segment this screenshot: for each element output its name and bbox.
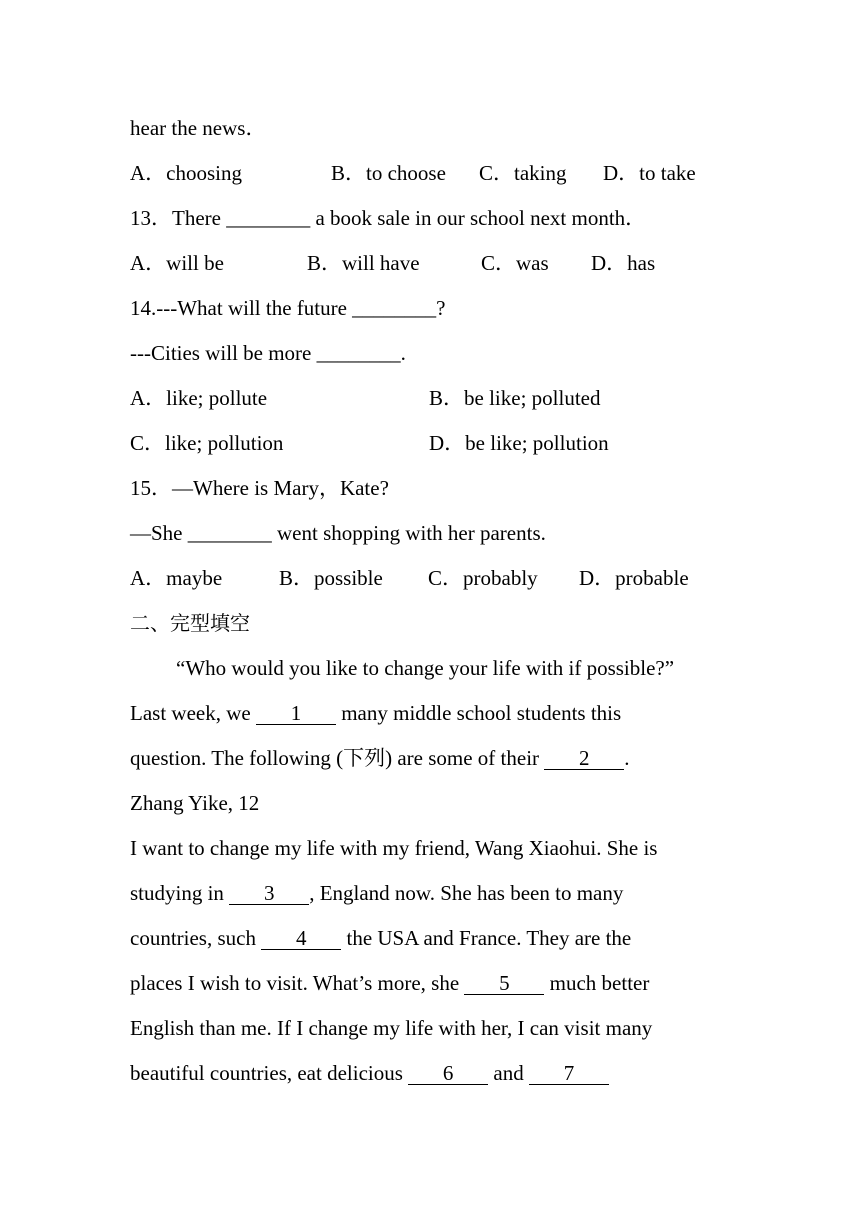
q13-option-a: A．will be (130, 251, 224, 275)
q12-option-c: C．taking (479, 161, 567, 185)
q13-stem: 13．There ________ a book sale in our school next month． (130, 206, 647, 230)
q12-option-d: D．to take (603, 161, 696, 185)
q12-stem-tail: hear the news． (130, 116, 267, 140)
passage-line-4: Zhang Yike, 12 (130, 791, 260, 815)
passage-line-5: I want to change my life with my friend, Wang Xiaohui. She is (130, 836, 658, 860)
q14-option-d: D．be like; pollution (429, 431, 609, 455)
cloze-blank-2[interactable]: 2 (544, 747, 624, 770)
q13-option-b: B．will have (307, 251, 420, 275)
q14-option-b: B．be like; polluted (429, 386, 601, 410)
q14-option-c: C．like; pollution (130, 431, 284, 455)
passage-line-6: studying in 3 , England now. She has been to many (130, 881, 624, 905)
q15-stem-line1: 15．—Where is Mary，Kate? (130, 476, 389, 500)
passage-line-3: question. The following (下列) are some of their 2 . (130, 746, 630, 770)
cloze-blank-4[interactable]: 4 (261, 927, 341, 950)
passage-line-9: English than me. If I change my life with her, I can visit many (130, 1016, 653, 1040)
passage-line-8: places I wish to visit. What’s more, she 5 much better (130, 971, 650, 995)
q15-option-b: B．possible (279, 566, 383, 590)
q14-stem-line2: ---Cities will be more ________. (130, 341, 406, 365)
q12-option-a: A．choosing (130, 161, 242, 185)
q12-option-b: B．to choose (331, 161, 446, 185)
cloze-blank-3[interactable]: 3 (229, 882, 309, 905)
passage-line-10: beautiful countries, eat delicious 6 and 7 (130, 1061, 609, 1085)
q15-stem-line2: —She ________ went shopping with her parents. (130, 521, 546, 545)
q13-option-d: D．has (591, 251, 656, 275)
passage-line-2: Last week, we 1 many middle school students this (130, 701, 622, 725)
q15-option-c: C．probably (428, 566, 538, 590)
q15-option-a: A．maybe (130, 566, 223, 590)
cloze-blank-1[interactable]: 1 (256, 702, 336, 725)
section-heading-cloze: 二、完型填空 (130, 611, 250, 635)
q14-stem-line1: 14.---What will the future ________? (130, 296, 446, 320)
q14-option-a: A．like; pollute (130, 386, 268, 410)
passage-line-1: “Who would you like to change your life with if possible?” (176, 656, 675, 680)
cloze-blank-6[interactable]: 6 (408, 1062, 488, 1085)
q15-option-d: D．probable (579, 566, 689, 590)
passage-line-7: countries, such 4 the USA and France. They are the (130, 926, 632, 950)
cloze-blank-5[interactable]: 5 (464, 972, 544, 995)
q13-option-c: C．was (481, 251, 549, 275)
cloze-blank-7[interactable]: 7 (529, 1062, 609, 1085)
